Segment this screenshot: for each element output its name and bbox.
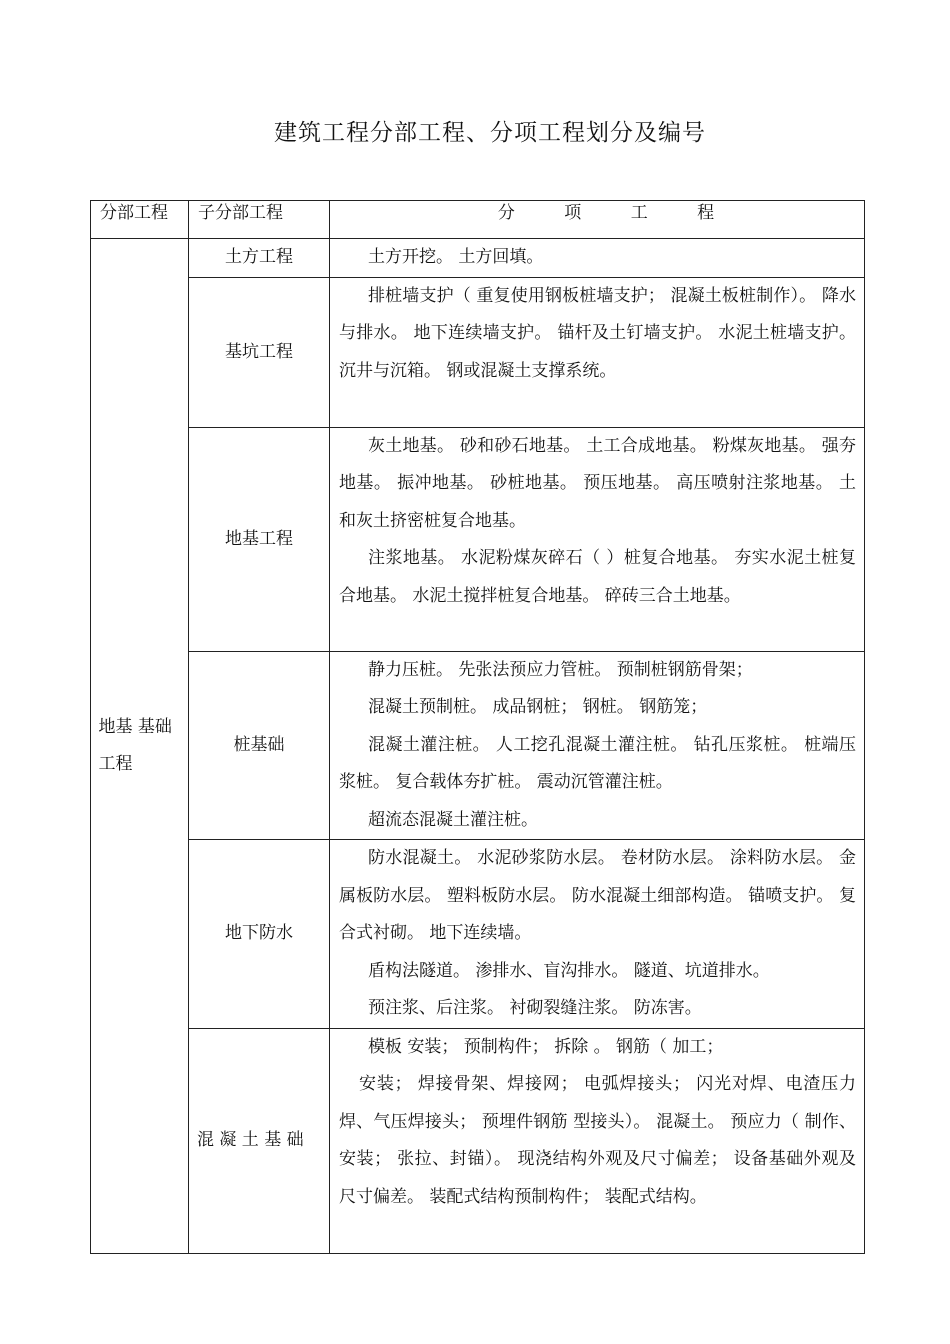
items-cell xyxy=(330,277,865,427)
items-text: 注浆地基。 水泥粉煤灰碎石（ ）桩复合地基。 夯实水泥土桩复合地基。 水泥土搅拌桩复合地基。 碎砖三合土地基。 xyxy=(339,548,856,606)
subdivision-cell: 地下防水 xyxy=(189,840,330,1029)
division-table xyxy=(90,200,865,1254)
items-text: 防水混凝土。 水泥砂浆防水层。 卷材防水层。 涂料防水层。 金属板防水层。 塑料板防水层。 防水混凝土细部构造。 锚喷支护。 复合式衬砌。 地下连续墙。 xyxy=(339,848,856,943)
table-row xyxy=(91,277,865,427)
items-text: 混凝土预制桩。 成品钢桩； 钢桩。 钢筋笼； xyxy=(368,697,708,717)
items-text: 模板 安装； 预制构件； 拆除 。 钢筋（ 加工； xyxy=(368,1036,724,1057)
items-text: 土方开挖。 土方回填。 xyxy=(368,247,544,267)
division-cell xyxy=(91,239,189,1254)
items-text: 安装； 焊接骨架、焊接网； 电弧焊接头； 闪光对焊、电渣压力焊、气压焊接头； 预埋件钢筋 型接头）。 混凝土。 预应力（ 制作、安装； 张拉、封锚）。 现浇结构外观及尺寸偏差； 设备基础外观及尺寸偏差。 装配式结构预制构件； 装配式结构。 xyxy=(339,1074,856,1207)
items-text: 排桩墙支护（ 重复使用钢板桩墙支护； 混凝土板桩制作）。 降水与排水。 地下连续墙支护。 锚杆及土钉墙支护。 水泥土桩墙支护。 沉井与沉箱。 钢或混凝土支撑系统。 xyxy=(339,285,856,381)
items-text: 灰土地基。 砂和砂石地基。 土工合成地基。 粉煤灰地基。 强夯地基。 振冲地基。 砂桩地基。 预压地基。 高压喷射注浆地基。 土和灰土挤密桩复合地基。 xyxy=(339,435,856,531)
items-text: 混凝土灌注桩。 人工挖孔混凝土灌注桩。 钻孔压浆桩。 桩端压浆桩。 复合载体夯扩桩。 震动沉管灌注桩。 xyxy=(339,734,856,792)
subdivision-cell: 地基工程 xyxy=(189,427,330,651)
table-row xyxy=(91,651,865,840)
items-cell xyxy=(330,651,865,840)
subdivision-cell: 基坑工程 xyxy=(189,277,330,427)
items-cell xyxy=(330,239,865,278)
items-cell xyxy=(330,427,865,651)
header-subdivision: 子分部工程 xyxy=(189,201,330,239)
subdivision-cell: 桩基础 xyxy=(189,651,330,840)
page-title: 建筑工程分部工程、分项工程划分及编号 xyxy=(274,120,706,146)
items-cell xyxy=(330,840,865,1029)
table-row xyxy=(91,427,865,651)
items-text: 静力压桩。 先张法预应力管桩。 预制桩钢筋骨架； xyxy=(368,659,753,680)
header-division: 分部工程 xyxy=(91,201,189,239)
header-items: 分 项 工 程 xyxy=(330,201,865,239)
items-text: 超流态混凝土灌注桩。 xyxy=(368,809,538,830)
table-row xyxy=(91,1028,865,1253)
subdivision-cell: 土方工程 xyxy=(189,239,330,278)
items-cell xyxy=(330,1028,865,1253)
table-header-row xyxy=(91,201,865,239)
division-name: 地基 基础工程 xyxy=(98,716,172,774)
table-row xyxy=(91,840,865,1029)
table-row xyxy=(91,239,865,278)
items-text: 预注浆、后注浆。 衬砌裂缝注浆。 防冻害。 xyxy=(368,998,702,1018)
subdivision-cell: 混 凝 土 基 础 xyxy=(189,1028,330,1253)
items-text: 盾构法隧道。 渗排水、盲沟排水。 隧道、坑道排水。 xyxy=(368,960,770,981)
